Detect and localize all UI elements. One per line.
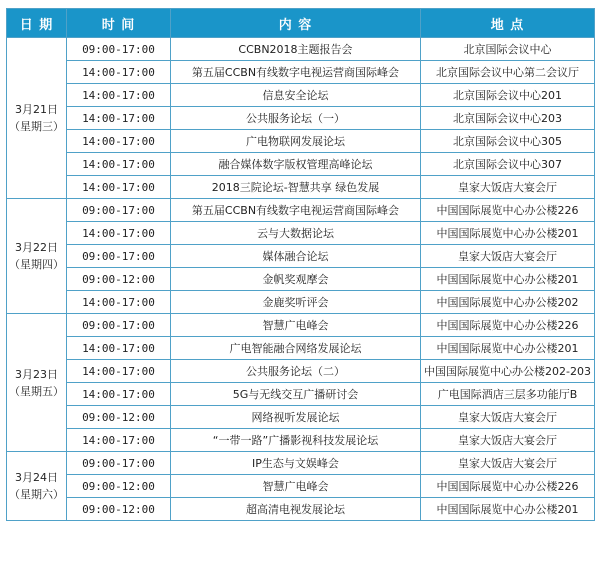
table-row — [7, 130, 595, 153]
place-cell: 北京国际会议中心201 — [421, 84, 595, 107]
place-cell: 中国国际展览中心办公楼201 — [421, 337, 595, 360]
time-cell: 14:00-17:00 — [67, 130, 171, 153]
date-cell — [7, 452, 67, 521]
place-cell: 中国国际展览中心办公楼226 — [421, 314, 595, 337]
header-date: 日 期 — [7, 9, 67, 38]
place-cell: 北京国际会议中心307 — [421, 153, 595, 176]
place-cell: 皇家大饭店大宴会厅 — [421, 245, 595, 268]
place-cell: 皇家大饭店大宴会厅 — [421, 176, 595, 199]
table-row — [7, 429, 595, 452]
content-cell: 信息安全论坛 — [171, 84, 421, 107]
time-cell: 14:00-17:00 — [67, 337, 171, 360]
content-cell: IP生态与文娱峰会 — [171, 452, 421, 475]
content-cell: 5G与无线交互广播研讨会 — [171, 383, 421, 406]
table-row — [7, 199, 595, 222]
content-cell: 公共服务论坛（二） — [171, 360, 421, 383]
time-cell: 14:00-17:00 — [67, 429, 171, 452]
time-cell: 14:00-17:00 — [67, 176, 171, 199]
place-cell: 皇家大饭店大宴会厅 — [421, 429, 595, 452]
content-cell: 融合媒体数字版权管理高峰论坛 — [171, 153, 421, 176]
content-cell: 智慧广电峰会 — [171, 314, 421, 337]
schedule-body — [7, 38, 595, 521]
table-row — [7, 268, 595, 291]
place-cell: 中国国际展览中心办公楼202-203 — [421, 360, 595, 383]
place-cell: 北京国际会议中心 — [421, 38, 595, 61]
time-cell: 14:00-17:00 — [67, 61, 171, 84]
content-cell: 超高清电视发展论坛 — [171, 498, 421, 521]
time-cell: 14:00-17:00 — [67, 107, 171, 130]
time-cell: 09:00-17:00 — [67, 314, 171, 337]
content-cell: 金帆奖观摩会 — [171, 268, 421, 291]
place-cell: 北京国际会议中心第二会议厅 — [421, 61, 595, 84]
date-cell — [7, 314, 67, 452]
table-row — [7, 245, 595, 268]
content-cell: 智慧广电峰会 — [171, 475, 421, 498]
table-row — [7, 84, 595, 107]
table-row — [7, 314, 595, 337]
time-cell: 09:00-17:00 — [67, 199, 171, 222]
content-cell: 媒体融合论坛 — [171, 245, 421, 268]
table-row — [7, 452, 595, 475]
place-cell: 北京国际会议中心305 — [421, 130, 595, 153]
weekday-label: （星期四） — [9, 258, 64, 271]
place-cell: 中国国际展览中心办公楼226 — [421, 199, 595, 222]
content-cell: “一带一路”广播影视科技发展论坛 — [171, 429, 421, 452]
table-row — [7, 38, 595, 61]
place-cell: 中国国际展览中心办公楼201 — [421, 268, 595, 291]
place-cell: 皇家大饭店大宴会厅 — [421, 406, 595, 429]
schedule-table — [6, 8, 595, 521]
content-cell: 第五届CCBN有线数字电视运营商国际峰会 — [171, 61, 421, 84]
header-time: 时 间 — [67, 9, 171, 38]
table-row — [7, 107, 595, 130]
weekday-label: （星期六） — [9, 488, 64, 501]
header-place: 地 点 — [421, 9, 595, 38]
place-cell: 中国国际展览中心办公楼226 — [421, 475, 595, 498]
time-cell: 14:00-17:00 — [67, 291, 171, 314]
table-row — [7, 222, 595, 245]
time-cell: 14:00-17:00 — [67, 84, 171, 107]
content-cell: CCBN2018主题报告会 — [171, 38, 421, 61]
time-cell: 14:00-17:00 — [67, 383, 171, 406]
time-cell: 14:00-17:00 — [67, 153, 171, 176]
time-cell: 09:00-17:00 — [67, 452, 171, 475]
weekday-label: （星期五） — [9, 384, 64, 398]
weekday-label: （星期三） — [9, 120, 64, 133]
header-row — [7, 9, 595, 38]
time-cell: 09:00-12:00 — [67, 406, 171, 429]
time-cell: 09:00-12:00 — [67, 268, 171, 291]
time-cell: 14:00-17:00 — [67, 222, 171, 245]
table-row — [7, 383, 595, 406]
table-row — [7, 406, 595, 429]
content-cell: 广电智能融合网络发展论坛 — [171, 337, 421, 360]
time-cell: 09:00-12:00 — [67, 498, 171, 521]
table-row — [7, 360, 595, 383]
table-row — [7, 337, 595, 360]
place-cell: 中国国际展览中心办公楼202 — [421, 291, 595, 314]
content-cell: 网络视听发展论坛 — [171, 406, 421, 429]
date-label: 3月22日 — [15, 241, 58, 254]
table-row — [7, 153, 595, 176]
date-label: 3月23日 — [15, 367, 58, 381]
table-row — [7, 176, 595, 199]
table-row — [7, 291, 595, 314]
content-cell: 2018三院论坛-智慧共享 绿色发展 — [171, 176, 421, 199]
place-cell: 中国国际展览中心办公楼201 — [421, 222, 595, 245]
time-cell: 09:00-17:00 — [67, 245, 171, 268]
date-label: 3月24日 — [15, 471, 58, 484]
place-cell: 皇家大饭店大宴会厅 — [421, 452, 595, 475]
content-cell: 广电物联网发展论坛 — [171, 130, 421, 153]
table-row — [7, 498, 595, 521]
content-cell: 金鹿奖听评会 — [171, 291, 421, 314]
place-cell: 中国国际展览中心办公楼201 — [421, 498, 595, 521]
date-cell — [7, 38, 67, 199]
header-content: 内 容 — [171, 9, 421, 38]
content-cell: 公共服务论坛（一） — [171, 107, 421, 130]
content-cell: 第五届CCBN有线数字电视运营商国际峰会 — [171, 199, 421, 222]
table-row — [7, 475, 595, 498]
place-cell: 广电国际酒店三层多功能厅B — [421, 383, 595, 406]
place-cell: 北京国际会议中心203 — [421, 107, 595, 130]
table-row — [7, 61, 595, 84]
time-cell: 14:00-17:00 — [67, 360, 171, 383]
time-cell: 09:00-17:00 — [67, 38, 171, 61]
date-cell — [7, 199, 67, 314]
date-label: 3月21日 — [15, 103, 58, 116]
content-cell: 云与大数据论坛 — [171, 222, 421, 245]
time-cell: 09:00-12:00 — [67, 475, 171, 498]
